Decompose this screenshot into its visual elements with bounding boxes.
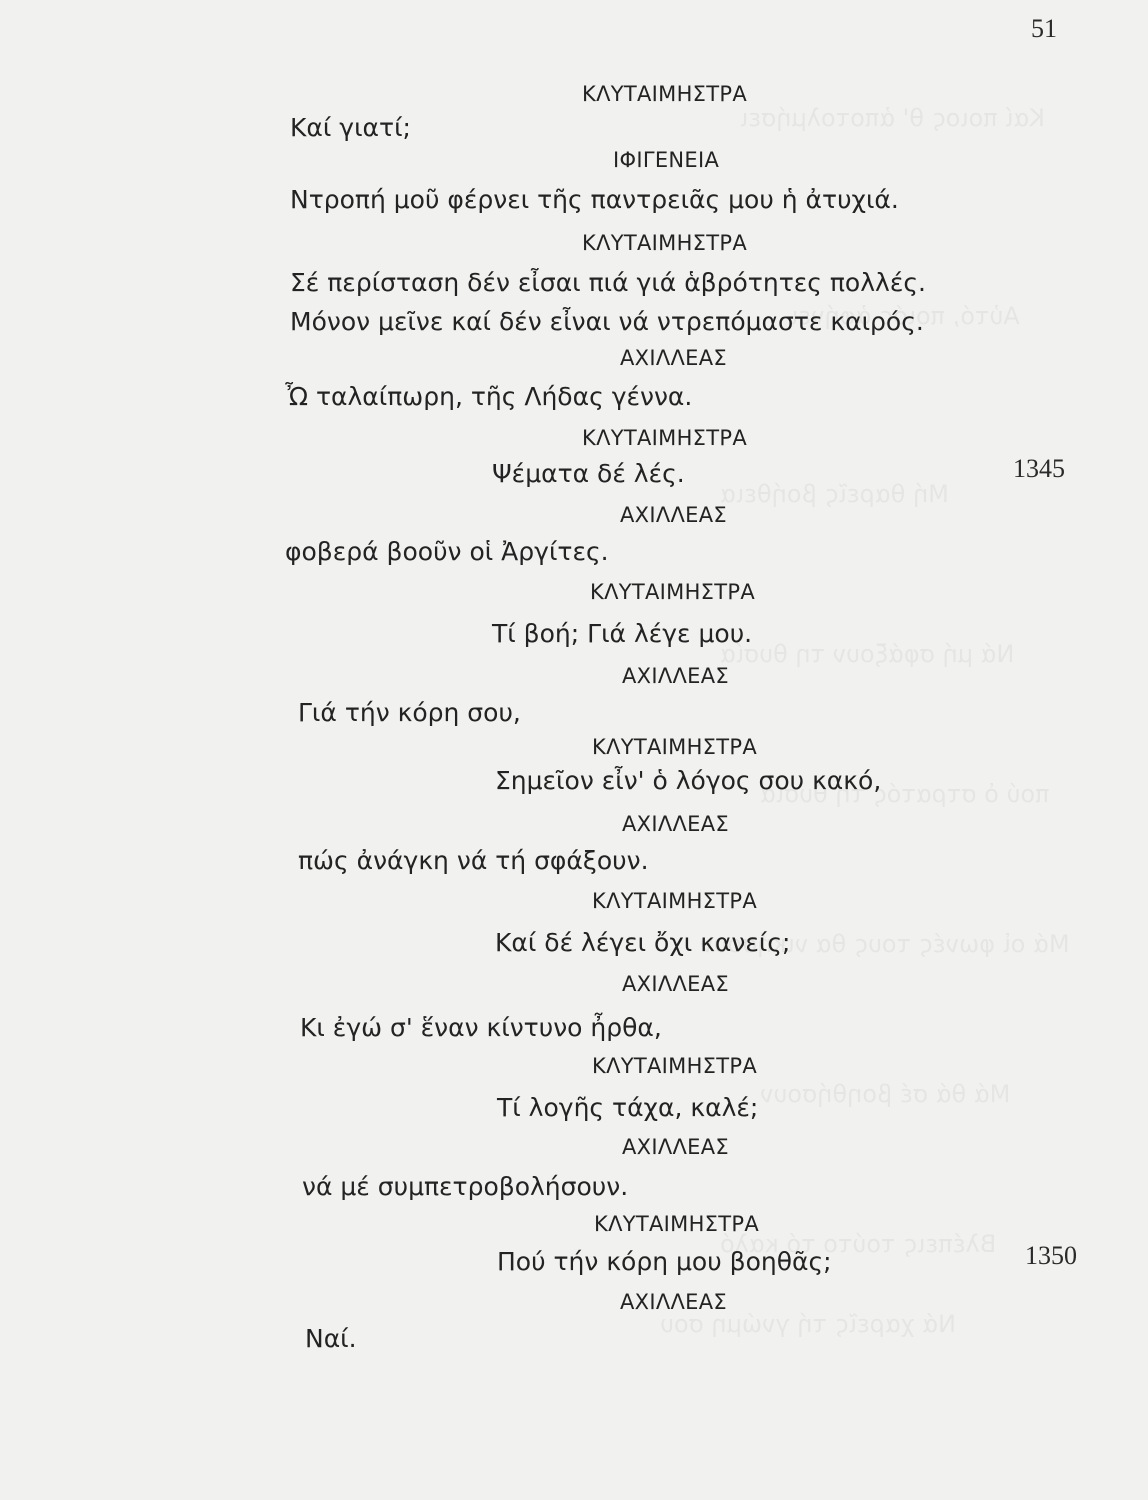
speaker-name: ΚΛΥΤΑΙΜΗΣΤΡΑ: [582, 82, 747, 106]
verse-line: Τί λογῆς τάχα, καλέ;: [497, 1093, 759, 1122]
speaker-name: ΚΛΥΤΑΙΜΗΣΤΡΑ: [582, 231, 747, 255]
verse-line: Καί γιατί;: [290, 113, 411, 142]
line-number: 1345: [1013, 454, 1065, 483]
speaker-name: ΚΛΥΤΑΙΜΗΣΤΡΑ: [590, 580, 755, 604]
verse-line: νά μέ συμπετροβολήσουν.: [302, 1172, 629, 1201]
verse-line: Σημεῖον εἶν' ὁ λόγος σου κακό,: [495, 766, 882, 795]
speaker-name: ΚΛΥΤΑΙΜΗΣΤΡΑ: [594, 1212, 759, 1236]
page-number: 51: [1031, 14, 1057, 43]
speaker-name: ΑΧΙΛΛΕΑΣ: [622, 1135, 729, 1159]
speaker-name: ΚΛΥΤΑΙΜΗΣΤΡΑ: [592, 889, 757, 913]
verse-line: Πού τήν κόρη μου βοηθᾶς;: [497, 1247, 832, 1276]
speaker-name: ΑΧΙΛΛΕΑΣ: [620, 346, 727, 370]
speaker-name: ΚΛΥΤΑΙΜΗΣΤΡΑ: [582, 426, 747, 450]
verse-line: Τί βοή; Γιά λέγε μου.: [492, 619, 753, 648]
speaker-name: ΙΦΙΓΕΝΕΙΑ: [613, 148, 720, 172]
verse-line: πώς ἀνάγκη νά τή σφάξουν.: [298, 846, 649, 875]
speaker-name: ΑΧΙΛΛΕΑΣ: [620, 1290, 727, 1314]
speaker-name: ΑΧΙΛΛΕΑΣ: [622, 664, 729, 688]
speaker-name: ΑΧΙΛΛΕΑΣ: [622, 812, 729, 836]
verse-line: Γιά τήν κόρη σου,: [298, 698, 521, 727]
verse-line: Σέ περίσταση δέν εἶσαι πιά γιά ἁβρότητες πολλές.: [290, 268, 926, 297]
verse-line: Ντροπή μοῦ φέρνει τῆς παντρειᾶς μου ἡ ἀτυχιά.: [290, 185, 899, 214]
verse-line: Ὦ ταλαίπωρη, τῆς Λήδας γέννα.: [285, 382, 693, 411]
verse-line: φοβερά βοοῦν οἱ Ἀργίτες.: [285, 537, 609, 566]
line-number: 1350: [1025, 1241, 1077, 1270]
verse-line: Ψέματα δέ λές.: [492, 459, 685, 488]
verse-line: Μόνον μεῖνε καί δέν εἶναι νά ντρεπόμαστε καιρός.: [290, 307, 924, 336]
verse-line: Καί δέ λέγει ὄχι κανείς;: [495, 928, 791, 957]
speaker-name: ΑΧΙΛΛΕΑΣ: [622, 972, 729, 996]
speaker-name: ΑΧΙΛΛΕΑΣ: [620, 503, 727, 527]
verse-line: Ναί.: [305, 1324, 357, 1353]
verse-line: Κι ἐγώ σ' ἕναν κίντυνο ἦρθα,: [300, 1013, 662, 1042]
speaker-name: ΚΛΥΤΑΙΜΗΣΤΡΑ: [592, 1054, 757, 1078]
speaker-name: ΚΛΥΤΑΙΜΗΣΤΡΑ: [592, 735, 757, 759]
